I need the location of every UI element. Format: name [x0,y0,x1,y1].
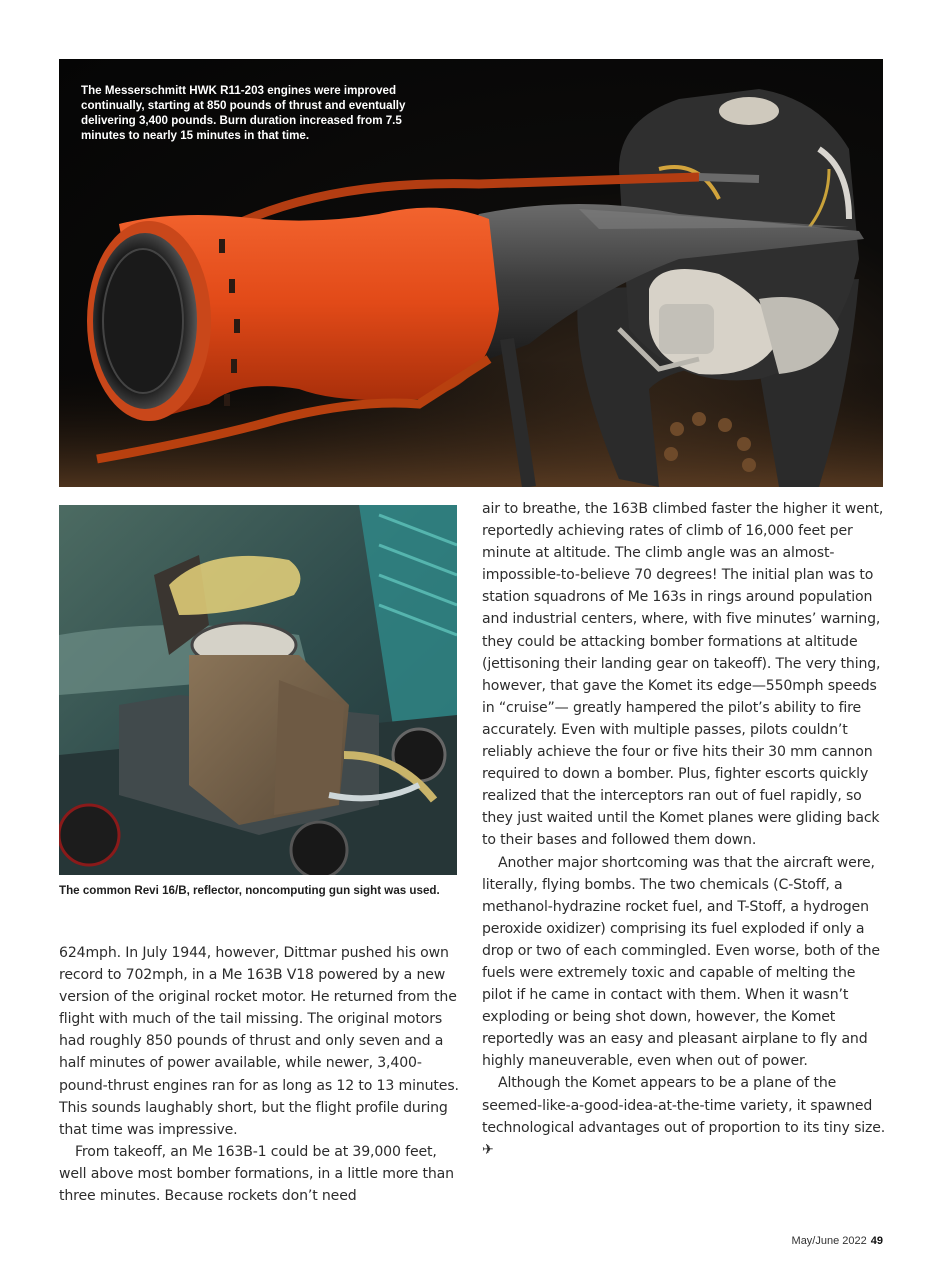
gunsight-illustration [59,505,457,875]
page-number: 49 [870,1235,883,1247]
gunsight-photo-caption: The common Revi 16/B, reflector, noncomputing gun sight was used. [59,884,440,897]
gunsight-photo [59,505,457,875]
engine-photo-caption: The Messerschmitt HWK R11-203 engines were improved continually, starting at 850 pounds of thrust and eventually delivering 3,400 pounds. Burn duration increased from 7.5 minutes to nearly 15 minutes in that time. [81,84,406,142]
left-column [59,942,461,1207]
left-paragraph-2: From takeoff, an Me 163B-1 could be at 39,000 feet, well above most bomber formations, in a little more than three minutes. Because rockets don’t need [59,1143,454,1205]
right-column [482,498,886,1161]
page-footer [792,1235,883,1247]
engine-photo [59,59,883,487]
left-paragraph-1: 624mph. In July 1944, however, Dittmar pushed his own record to 702mph, in a Me 163B V18 powered by a new version of the original rocket motor. He returned from the flight with much of the tail missing. The original motors had roughly 850 pounds of thrust and only seven and a half minutes of power available, while newer, 3,400-pound-thrust engines ran for as long as 12 to 13 minutes. This sounds laughably short, but the flight profile during that time was impressive. [59,945,459,1138]
right-paragraph-2: Another major shortcoming was that the aircraft were, literally, flying bombs. The two chemicals (C-Stoff, a methanol-hydrazine rocket fuel, and T-Stoff, a hydrogen peroxide oxidizer) comprising its fuel exploded if only a drop or two of each commingled. Even worse, both of the fuels were extremely toxic and capable of melting the pilot if he came in contact with them. When it wasn’t exploding or being shot down, however, the Komet reportedly was an easy and pleasant airplane to fly and highly maneuverable, even when out of power. [482,854,880,1070]
right-paragraph-1: air to breathe, the 163B climbed faster the higher it went, reportedly achieving rates of climb of 16,000 feet per minute at altitude. The climb angle was an almost-impossible-to-believe 70 degrees! The initial plan was to station squadrons of Me 163s in rings around population and industrial centers, where, with five minutes’ warning, they could be attacking bomber formations at altitude (jettisoning their landing gear on takeoff). The very thing, however, that gave the Komet its edge—550mph speeds in “cruise”— greatly hampered the pilot’s ability to fire accurately. Even with multiple passes, pilots couldn’t reliably achieve the four or five hits their 30 mm cannon required to down a bomber. Plus, fighter escorts quickly realized that the interceptors ran out of fuel rapidly, so they just waited until the Komet planes were gliding back to their bases and followed them down. [482,501,884,849]
right-paragraph-3: Although the Komet appears to be a plane of the seemed-like-a-good-idea-at-the-time variety, it spawned technological advantages out of proportion to its tiny size. ✈ [482,1075,886,1158]
issue-date: May/June 2022 [791,1235,867,1247]
